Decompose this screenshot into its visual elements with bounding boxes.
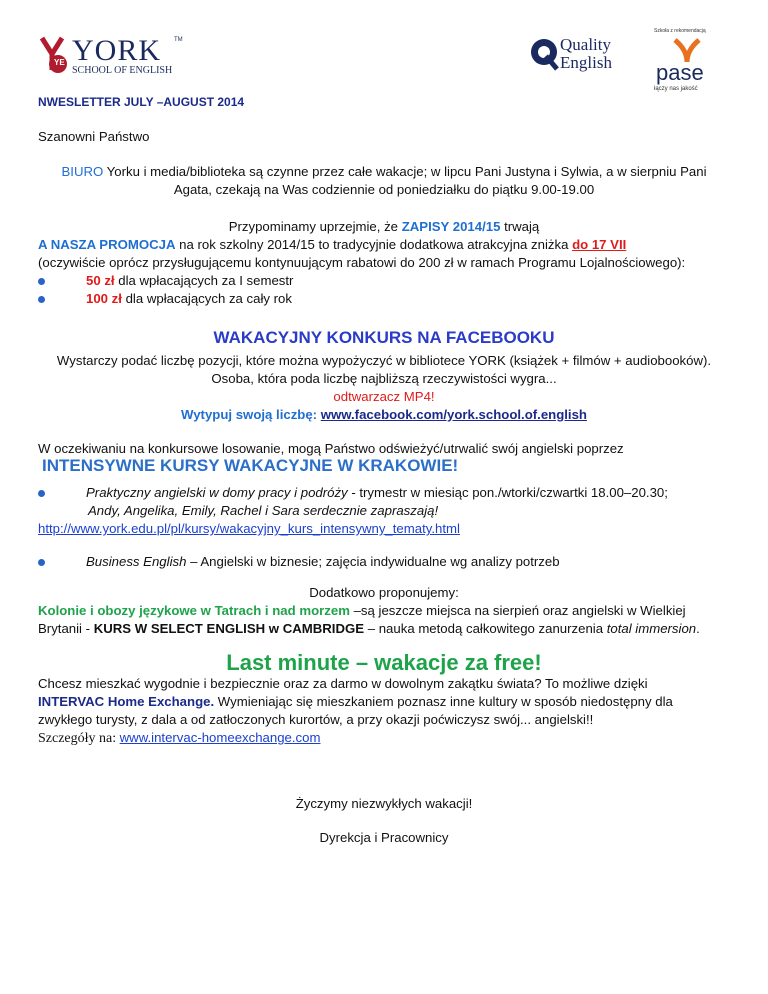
- york-emblem-ye: YE: [54, 58, 65, 67]
- discount-item: [86, 290, 292, 308]
- bullet-icon: [38, 559, 45, 566]
- quality-logo-line2: English: [560, 53, 612, 72]
- promo-line: [38, 236, 626, 254]
- york-logo-sub: SCHOOL OF ENGLISH: [72, 65, 173, 76]
- biuro-line1: [0, 163, 768, 181]
- newsletter-title: NWESLETTER JULY –AUGUST 2014: [38, 95, 245, 109]
- extra-bold2: KURS W SELECT ENGLISH w CAMBRIDGE: [93, 621, 365, 636]
- zapisy-post: trwają: [500, 219, 540, 234]
- intensive-item2-text: – Angielski w biznesie; zajęcia indywidualne wg analizy potrzeb: [186, 554, 560, 569]
- contest-cta: Wytypuj swoją liczbę:: [181, 407, 321, 422]
- contest-prize: odtwarzacz MP4!: [333, 389, 435, 404]
- pase-logo-bottom: łączy nas jakość: [654, 86, 698, 92]
- intervac-brand: INTERVAC Home Exchange.: [38, 694, 215, 709]
- intervac-link[interactable]: www.intervac-homeexchange.com: [119, 730, 321, 745]
- extra-text2b: – nauka metodą całkowitego zanurzenia: [364, 621, 607, 636]
- lastminute-line3: zwykłego turysty, z dala a od zatłoczonych kurortów, a przy okazji poćwiczysz swój... angielski!!: [38, 712, 594, 727]
- bullet-icon: [38, 296, 45, 303]
- details-label: Szczegóły na:: [38, 731, 120, 746]
- extra-text2a: Brytanii -: [38, 621, 94, 636]
- extra-text1: –są jeszcze miejsca na sierpień oraz angielski w Wielkiej: [349, 603, 686, 618]
- contest-title: WAKACYJNY KONKURS NA FACEBOOKU: [213, 328, 555, 347]
- contest-line1: Wystarczy podać liczbę pozycji, które można wypożyczyć w bibliotece YORK (książek + filmów + audiobooków).: [56, 353, 712, 368]
- extra-italic2: total immersion: [606, 621, 697, 636]
- lastminute-line2: [38, 693, 673, 711]
- york-emblem-icon: [38, 34, 68, 76]
- intensive-item1: [86, 484, 668, 502]
- contest-cta-line: [0, 406, 768, 424]
- extra-intro: Dodatkowo proponujemy:: [309, 585, 459, 600]
- lastminute-details: [38, 729, 320, 748]
- intensive-item2-italic: Business English: [86, 554, 187, 569]
- intensive-link[interactable]: http://www.york.edu.pl/pl/kursy/wakacyjny_kurs_intensywny_tematy.html: [38, 521, 460, 536]
- promo-text: na rok szkolny 2014/15 to tradycyjnie dodatkowa atrakcyjna zniżka: [175, 237, 573, 252]
- biuro-label: BIURO: [61, 164, 104, 179]
- york-logo-name: YORK: [72, 34, 162, 67]
- quality-q-icon: [530, 36, 560, 72]
- zapisy-label: ZAPISY 2014/15: [401, 219, 501, 234]
- refresh-text: W oczekiwaniu na konkursowe losowanie, mogą Państwo odświeżyć/utrwalić swój angielski poprzez: [38, 441, 624, 456]
- contest-line2: Osoba, która poda liczbę najbliższą rzeczywistości wygra...: [211, 371, 557, 386]
- discount-text: dla wpłacających za I semestr: [114, 273, 294, 288]
- lastminute-text2: Wymieniając się mieszkaniem poznasz inne kultury w sposób niedostępny dla: [214, 694, 673, 709]
- intensive-title: INTENSYWNE KURSY WAKACYJNE W KRAKOWIE!: [42, 456, 459, 475]
- biuro-text1: Yorku i media/biblioteka są czynne przez całe wakacje; w lipcu Pani Justyna i Sylwia, a w sierpniu Pani: [103, 164, 707, 179]
- discount-item: [86, 272, 293, 290]
- promo-note: (oczywiście oprócz przysługującemu kontynuującym rabatowi do 200 zł w ramach Programu Lojalnościowego):: [38, 255, 686, 270]
- biuro-line2: Agata, czekają na Was codziennie od poniedziałku do piątku 9.00-19.00: [173, 182, 595, 197]
- zapisy-pre: Przypominamy uprzejmie, że: [228, 219, 402, 234]
- intensive-item1-line2: Andy, Angelika, Emily, Rachel i Sara serdecznie zapraszają!: [88, 503, 439, 518]
- promo-date: do 17 VII: [572, 237, 627, 252]
- discount-amount: 100 zł: [86, 291, 122, 306]
- pase-logo: [650, 28, 730, 98]
- bullet-icon: [38, 278, 45, 285]
- greeting: Szanowni Państwo: [38, 129, 150, 144]
- extra-text2c: .: [696, 621, 700, 636]
- intensive-item2: [86, 553, 560, 571]
- extra-line2: [38, 620, 700, 638]
- quality-logo-line1: Quality: [560, 35, 611, 54]
- intensive-item1-italic: Praktyczny angielski w domy pracy i podróży: [86, 485, 348, 500]
- york-logo: [38, 34, 188, 78]
- promo-label: A NASZA PROMOCJA: [38, 237, 176, 252]
- closing-sign: Dyrekcja i Pracownicy: [319, 830, 449, 845]
- lastminute-title: Last minute – wakacje za free!: [226, 650, 542, 675]
- pase-logo-name: pase: [656, 60, 704, 85]
- lastminute-line1: Chcesz mieszkać wygodnie i bezpiecznie oraz za darmo w dowolnym zakątku świata? To możliwe dzięki: [38, 676, 648, 691]
- facebook-link[interactable]: www.facebook.com/york.school.of.english: [320, 407, 587, 422]
- discount-amount: 50 zł: [86, 273, 115, 288]
- extra-green: Kolonie i obozy językowe w Tatrach i nad morzem: [38, 603, 350, 618]
- intensive-item1-text: - trymestr w miesiąc pon./wtorki/czwartki 18.00–20.30;: [347, 485, 668, 500]
- zapisy-line: [0, 218, 768, 236]
- quality-english-logo: [530, 36, 630, 76]
- york-logo-tm: TM: [174, 37, 183, 43]
- pase-logo-top: Szkoła z rekomendacją: [654, 28, 706, 34]
- bullet-icon: [38, 490, 45, 497]
- discount-text: dla wpłacających za cały rok: [121, 291, 292, 306]
- closing-wish: Życzymy niezwykłych wakacji!: [295, 796, 473, 811]
- extra-line1: [38, 602, 686, 620]
